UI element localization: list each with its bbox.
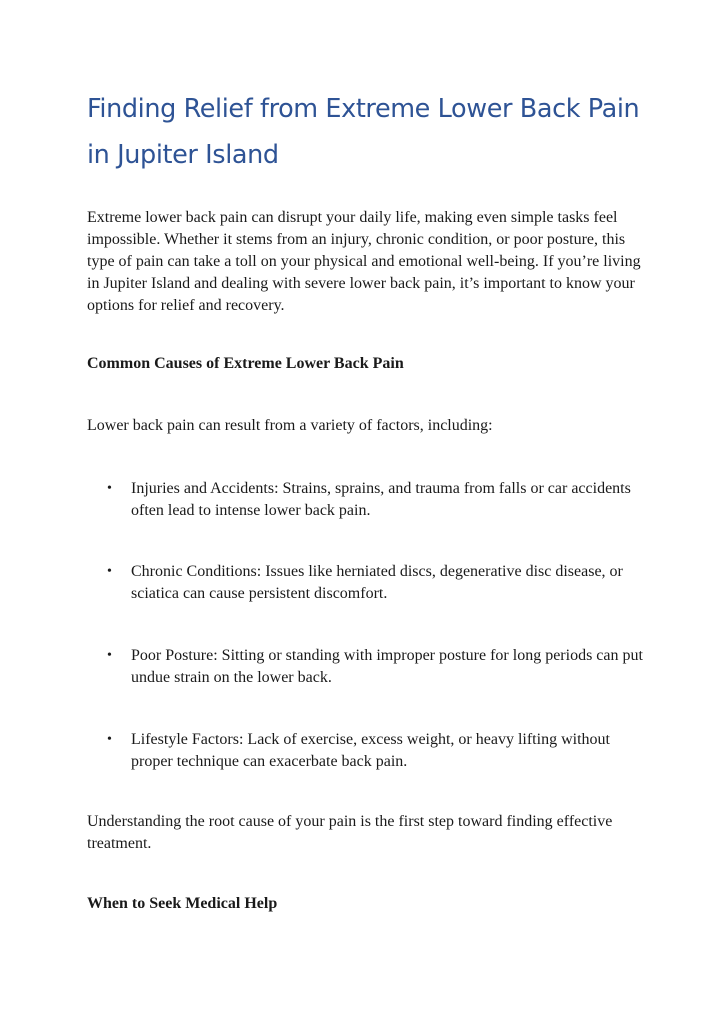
bullet-icon: • xyxy=(107,648,112,663)
bullet-icon: • xyxy=(107,564,112,579)
list-item xyxy=(107,645,647,689)
causes-lead-paragraph: Lower back pain can result from a variety of factors, including: xyxy=(87,417,493,434)
section-heading-medical-help: When to Seek Medical Help xyxy=(87,895,278,912)
bullet-icon: • xyxy=(107,481,112,496)
list-item-text: Poor Posture: Sitting or standing with improper posture for long periods can put undue strain on the lower back. xyxy=(131,647,643,686)
list-item-text: Injuries and Accidents: Strains, sprains, and trauma from falls or car accidents often lead to intense lower back pain. xyxy=(131,480,631,519)
bullet-icon: • xyxy=(107,732,112,747)
list-item-text: Lifestyle Factors: Lack of exercise, excess weight, or heavy lifting without proper technique can exacerbate back pain. xyxy=(131,731,610,770)
document-title: Finding Relief from Extreme Lower Back Pain in Jupiter Island xyxy=(87,94,640,170)
list-item xyxy=(107,478,647,522)
causes-closing-paragraph: Understanding the root cause of your pain is the first step toward finding effective treatment. xyxy=(87,813,613,852)
list-item xyxy=(107,561,647,605)
intro-paragraph: Extreme lower back pain can disrupt your daily life, making even simple tasks feel impossible. Whether it stems from an injury, chronic condition, or poor posture, this type of pain can take a toll on your physical and emotional well-being. If you’re living in Jupiter Island and dealing with severe lower back pain, it’s important to know your options for relief and recovery. xyxy=(87,209,641,314)
section-heading-causes: Common Causes of Extreme Lower Back Pain xyxy=(87,355,404,372)
list-item-text: Chronic Conditions: Issues like herniated discs, degenerative disc disease, or sciatica can cause persistent discomfort. xyxy=(131,563,623,602)
list-item xyxy=(107,729,647,773)
